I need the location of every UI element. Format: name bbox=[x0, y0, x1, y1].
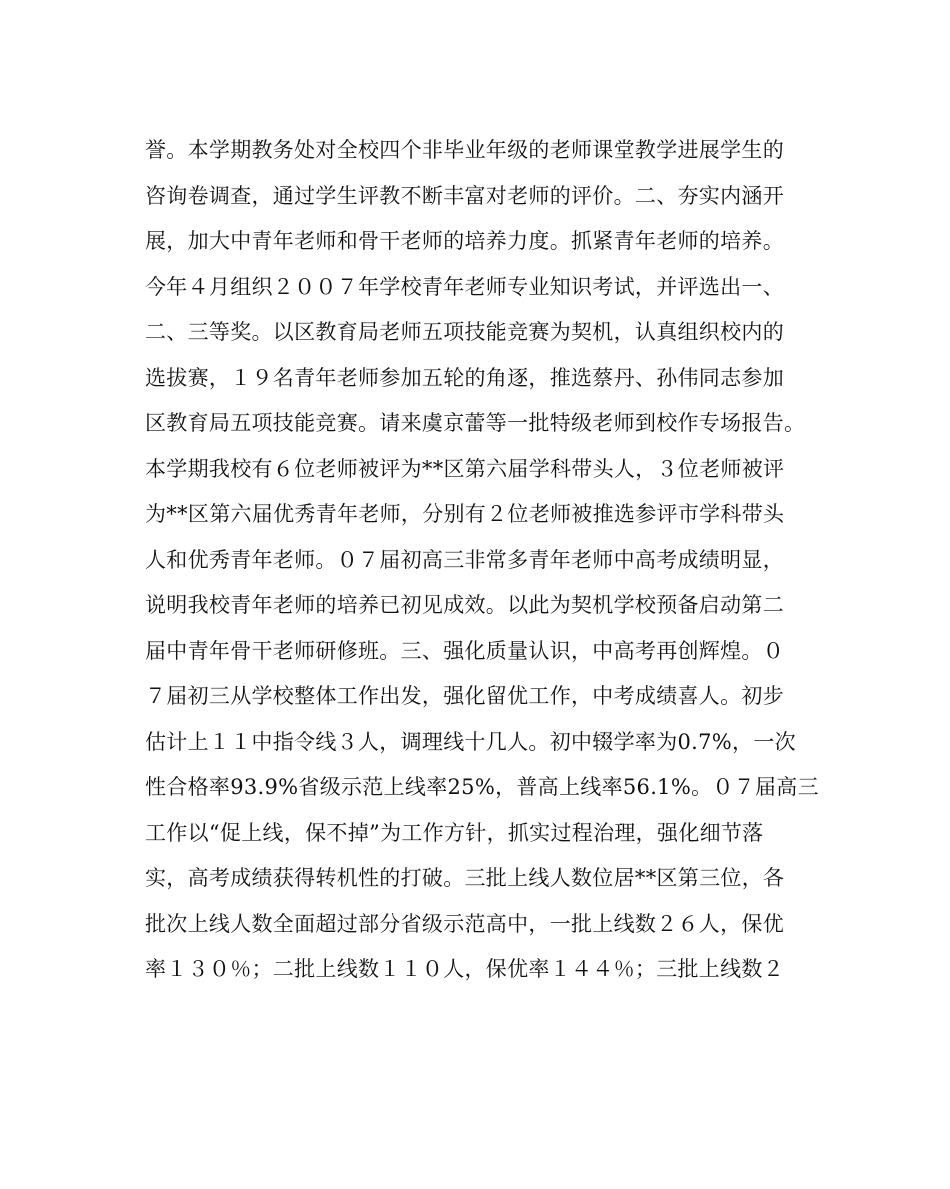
text-line: 今年４月组织２００７年学校青年老师专业知识考试，并评选出一、 bbox=[145, 274, 784, 299]
text-line: 届中青年骨干老师研修班。三、强化质量认识，中高考再创辉煌。０ bbox=[145, 638, 784, 663]
text-line: 估计上１１中指令线３人，调理线十几人。初中辍学率为0.7%，一次 bbox=[145, 729, 796, 754]
text-line: 展，加大中青年老师和骨干老师的培养力度。抓紧青年老师的培养。 bbox=[145, 229, 784, 253]
text-line: 咨询卷调查，通过学生评教不断丰富对老师的评价。二、夯实内涵开 bbox=[145, 183, 784, 208]
text-line: 选拔赛，１９名青年老师参加五轮的角逐，推选蔡丹、孙伟同志参加 bbox=[145, 365, 784, 390]
text-line: 为**区第六届优秀青年老师，分别有２位老师被推选参评市学科带头 bbox=[145, 502, 785, 526]
text-line: 区教育局五项技能竞赛。请来虞京蕾等一批特级老师到校作专场报告。 bbox=[145, 411, 806, 435]
text-line: 说明我校青年老师的培养已初见成效。以此为契机学校预备启动第二 bbox=[145, 593, 784, 617]
text-line: 实，高考成绩获得转机性的打破。三批上线人数位居**区第三位，各 bbox=[145, 866, 785, 890]
text-line: 本学期我校有６位老师被评为**区第六届学科带头人，３位老师被评 bbox=[145, 456, 785, 481]
text-line: 率１３０％；二批上线数１１０人，保优率１４４％；三批上线数２ bbox=[145, 957, 784, 981]
text-line: 人和优秀青年老师。０７届初高三非常多青年老师中高考成绩明显， bbox=[145, 547, 784, 572]
text-line: ７届初三从学校整体工作出发，强化留优工作，中考成绩喜人。初步 bbox=[145, 684, 784, 708]
text-line: 工作以“促上线，保不掉”为工作方针，抓实过程治理，强化细节落 bbox=[145, 820, 764, 845]
text-line: 批次上线人数全面超过部分省级示范高中，一批上线数２６人，保优 bbox=[145, 911, 784, 936]
text-line: 性合格率93.9%省级示范上线率25%，普高上线率56.1%。０７届高三 bbox=[145, 775, 819, 799]
document-body bbox=[145, 128, 825, 993]
text-line: 誉。本学期教务处对全校四个非毕业年级的老师课堂教学进展学生的 bbox=[145, 138, 784, 162]
text-line: 二、三等奖。以区教育局老师五项技能竞赛为契机，认真组织校内的 bbox=[145, 320, 784, 344]
